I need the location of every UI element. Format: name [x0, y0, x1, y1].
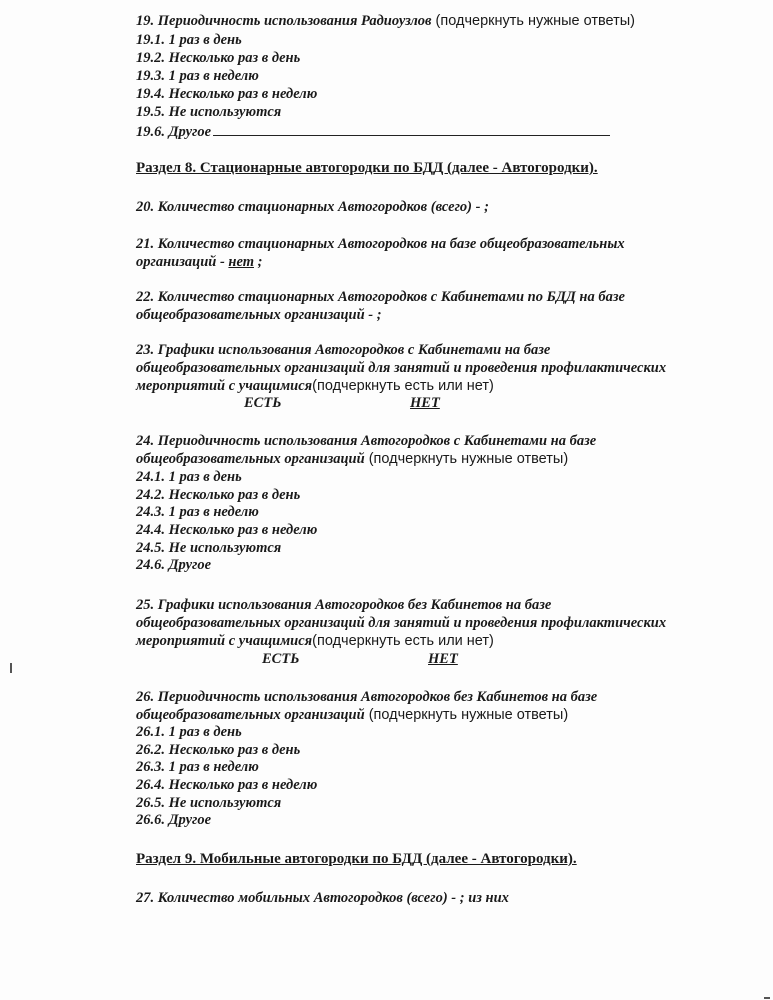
q23-line-3-text: мероприятий с учащимися — [136, 378, 313, 394]
q22-line-2: общеобразовательных организаций - ; — [136, 307, 382, 323]
q26-option-6: 26.6. Другое — [136, 812, 212, 828]
q25-line-2: общеобразовательных организаций для занятий и проведения профилактических — [136, 615, 667, 631]
q24-option-4: 24.4. Несколько раз в неделю — [136, 522, 318, 538]
q24-option-3: 24.3. 1 раз в неделю — [136, 504, 259, 520]
q21-prefix: организаций - — [136, 254, 229, 270]
q25-note: (подчеркнуть есть или нет) — [312, 633, 494, 649]
q23-line-3 — [136, 377, 494, 395]
section-8-heading: Раздел 8. Стационарные автогородки по БДД (далее - Автогородки). — [136, 160, 598, 176]
q19-title-text: 19. Периодичность использования Радиоузлов — [136, 13, 432, 29]
q19-option-6: 19.6. Другое — [136, 124, 212, 140]
q25-yes: ЕСТЬ — [262, 651, 300, 667]
q23-line-2: общеобразовательных организаций для занятий и проведения профилактических — [136, 360, 667, 376]
q26-option-3: 26.3. 1 раз в неделю — [136, 759, 259, 775]
q25-line-3 — [136, 632, 494, 650]
q19-option-4: 19.4. Несколько раз в неделю — [136, 86, 318, 102]
q24-line-2 — [136, 450, 568, 468]
q21-suffix: ; — [253, 254, 263, 270]
q19-option-1: 19.1. 1 раз в день — [136, 32, 242, 48]
q22-line-1: 22. Количество стационарных Автогородков с Кабинетами по БДД на базе — [136, 289, 625, 305]
q23-note: (подчеркнуть есть или нет) — [312, 378, 494, 394]
scan-mark-left — [10, 663, 12, 673]
section-9-heading: Раздел 9. Мобильные автогородки по БДД (далее - Автогородки). — [136, 851, 577, 867]
q21-answer: нет — [228, 254, 254, 270]
q26-option-4: 26.4. Несколько раз в неделю — [136, 777, 318, 793]
q19-title — [136, 12, 635, 30]
q24-option-6: 24.6. Другое — [136, 557, 212, 573]
q26-option-5: 26.5. Не используются — [136, 795, 282, 811]
q20-text: 20. Количество стационарных Автогородков (всего) - ; — [136, 199, 489, 215]
q26-option-1: 26.1. 1 раз в день — [136, 724, 242, 740]
q27-text: 27. Количество мобильных Автогородков (всего) - ; из них — [136, 890, 509, 906]
q26-line-2 — [136, 706, 568, 724]
q19-option-5: 19.5. Не используются — [136, 104, 282, 120]
q25-line-3-text: мероприятий с учащимися — [136, 633, 313, 649]
q26-line-2-text: общеобразовательных организаций — [136, 707, 365, 723]
q24-line-1: 24. Периодичность использования Автогородков с Кабинетами на базе — [136, 433, 597, 449]
q24-note: (подчеркнуть нужные ответы) — [364, 451, 569, 467]
q24-option-1: 24.1. 1 раз в день — [136, 469, 242, 485]
q19-option-3: 19.3. 1 раз в неделю — [136, 68, 259, 84]
q23-yes: ЕСТЬ — [244, 395, 282, 411]
q19-option-6-row — [136, 121, 610, 141]
q26-line-1: 26. Периодичность использования Автогородков без Кабинетов на базе — [136, 689, 598, 705]
q24-line-2-text: общеобразовательных организаций — [136, 451, 365, 467]
q26-option-2: 26.2. Несколько раз в день — [136, 742, 301, 758]
q23-line-1: 23. Графики использования Автогородков с Кабинетами на базе — [136, 342, 551, 358]
scan-mark-corner — [764, 997, 770, 999]
q26-note: (подчеркнуть нужные ответы) — [364, 707, 569, 723]
q19-note: (подчеркнуть нужные ответы) — [431, 13, 635, 29]
q21-line-1: 21. Количество стационарных Автогородков на базе общеобразовательных — [136, 236, 625, 252]
q23-no: НЕТ — [410, 395, 440, 411]
q21-line-2 — [136, 253, 262, 271]
q19-other-fill-line — [213, 121, 610, 136]
q19-option-2: 19.2. Несколько раз в день — [136, 50, 301, 66]
q24-option-2: 24.2. Несколько раз в день — [136, 487, 301, 503]
q24-option-5: 24.5. Не используются — [136, 540, 282, 556]
q25-line-1: 25. Графики использования Автогородков без Кабинетов на базе — [136, 597, 552, 613]
q25-no: НЕТ — [428, 651, 458, 667]
